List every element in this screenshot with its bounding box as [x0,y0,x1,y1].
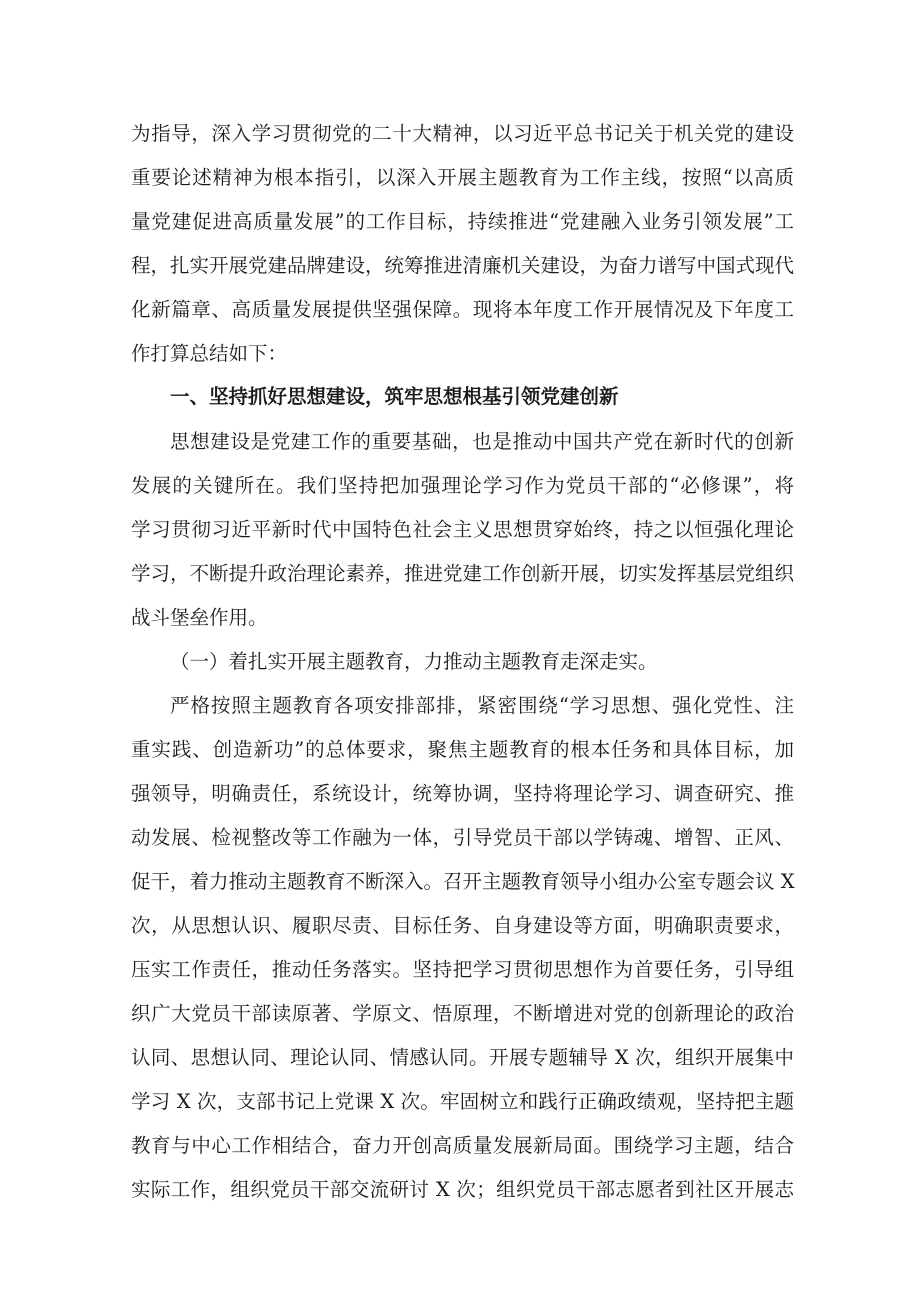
body-text-line: 学习，不断提升政治理论素养，推进党建工作创新开展，切实发挥基层党组织 [131,562,795,585]
body-text-line: 量党建促进高质量发展”的工作目标，持续推进“党建融入业务引领发展”工 [131,210,794,233]
body-text-line: 作打算总结如下： [131,342,288,365]
body-text-line: 实际工作，组织党员干部交流研讨 X 次；组织党员干部志愿者到社区开展志 [131,1178,794,1201]
body-text-line: 严格按照主题教育各项安排部排，紧密围绕“学习思想、强化党性、注 [170,694,794,717]
body-text-line: 学习 X 次，支部书记上党课 X 次。牢固树立和践行正确政绩观，坚持把主题 [131,1090,794,1113]
body-text-line: 织广大党员干部读原著、学原文、悟原理，不断增进对党的创新理论的政治 [131,1002,794,1025]
body-text-line: 教育与中心工作相结合，奋力开创高质量发展新局面。围绕学习主题，结合 [131,1134,794,1157]
body-text-line: 次，从思想认识、履职尽责、目标任务、自身建设等方面，明确职责要求， [131,914,794,937]
body-text-line: 思想建设是党建工作的重要基础，也是推动中国共产党在新时代的创新 [170,430,794,453]
body-text-line: 重实践、创造新功”的总体要求，聚焦主题教育的根本任务和具体目标，加 [131,738,794,761]
body-text-line: 程，扎实开展党建品牌建设，统筹推进清廉机关建设，为奋力谱写中国式现代 [131,254,795,277]
section-heading: 一、坚持抓好思想建设，筑牢思想根基引领党建创新 [170,385,619,408]
subsection-heading: （一）着扎实开展主题教育，力推动主题教育走深走实。 [170,650,658,673]
body-text-line: 为指导，深入学习贯彻党的二十大精神，以习近平总书记关于机关党的建设 [131,122,794,145]
body-text-line: 压实工作责任，推动任务落实。坚持把学习贯彻思想作为首要任务，引导组 [131,958,794,981]
body-text-line: 认同、思想认同、理论认同、情感认同。开展专题辅导 X 次，组织开展集中 [131,1046,794,1069]
body-text-line: 重要论述精神为根本指引，以深入开展主题教育为工作主线，按照“以高质 [131,166,794,189]
body-text-line: 强领导，明确责任，系统设计，统筹协调，坚持将理论学习、调查研究、推 [131,782,794,805]
body-text-line: 化新篇章、高质量发展提供坚强保障。现将本年度工作开展情况及下年度工 [131,298,794,321]
body-text-line: 发展的关键所在。我们坚持把加强理论学习作为党员干部的“必修课”，将 [131,474,794,497]
body-text-line: 学习贯彻习近平新时代中国特色社会主义思想贯穿始终，持之以恒强化理论 [131,518,794,541]
body-text-line: 战斗堡垒作用。 [131,606,268,629]
body-text-line: 促干，着力推动主题教育不断深入。召开主题教育领导小组办公室专题会议 X [131,870,795,893]
body-text-line: 动发展、检视整改等工作融为一体，引导党员干部以学铸魂、增智、正风、 [131,826,794,849]
